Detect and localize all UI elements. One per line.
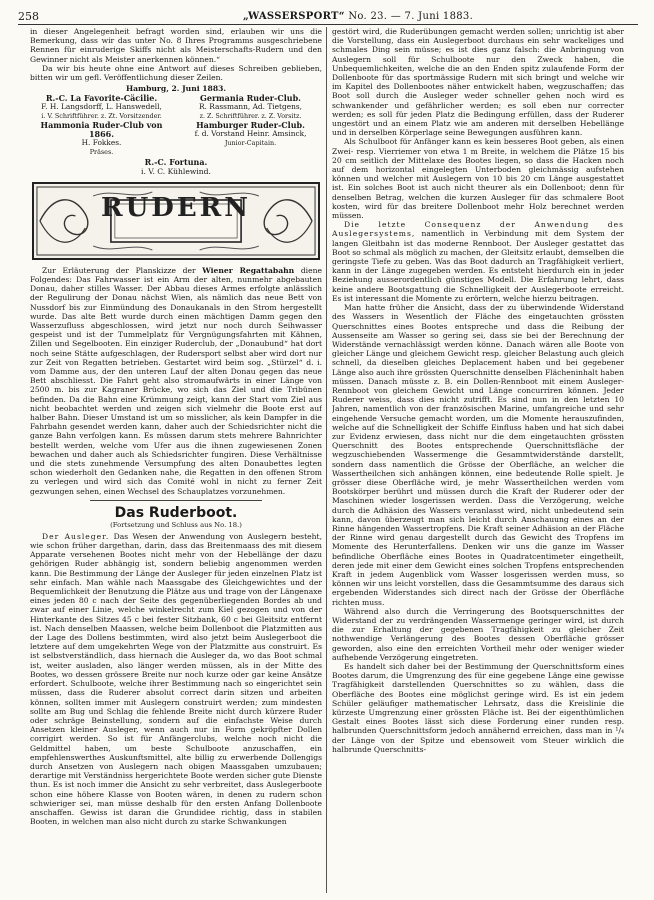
signer-names: R. Rassmann, Ad. Tietgens, — [198, 102, 303, 112]
article-paragraph: Es handelt sich daher bei der Bestimmung der Querschnittsform eines Bootes darum, die Umgrenzung des für eine gegebene Länge eine gewisse Tragfähigkeit darstellenden Querschnittes so zu wählen, dass die Oberfläche des Bootes eine möglichst geringe wird. Es ist ein jedem Schüler geläufiger mathematischer Lehrsatz, dass die Kreislinie die kürzeste Umgrenzung einer grössten Fläche ist. Bei der eigenthümlichen Gestalt eines Bootes lässt sich diese Forderung einer runden resp. halbrunden Querschnittsform jedoch annähernd erreichen, dass man in ¹/₄ der Länge von der Spitze und ebensoweit vom Steuer wirklich die halbrunde Querschnitts- — [332, 662, 624, 754]
signature — [179, 121, 322, 157]
signer-names: F. H. Langsdorff, L. Hanswedell, — [41, 102, 162, 112]
article-paragraph — [332, 220, 624, 303]
letter-paragraph: Da wir bis heute ohne eine Antwort auf dieses Schreiben geblieben, bitten wir um gefl. Veröffentlichung dieser Zeilen. — [30, 63, 322, 83]
lead-in: Der Ausleger. — [42, 531, 110, 541]
rudern-banner — [32, 182, 320, 260]
signer-roles: Junior-Capitain. — [224, 138, 277, 147]
signer-roles: i. V. Schriftführer. z. Zt. Vorsitzender. — [41, 112, 162, 121]
signer-roles: Präses. — [89, 147, 114, 156]
page-header — [18, 9, 638, 25]
article-paragraph: Man hatte früher die Ansicht, dass der zu überwindende Widerstand des Wassers in Wesentlich der Fläche des eingetauchten grössten Querschnittes eines Bootes entspreche und dass die Reibung der Aussenseite am Wasser so gering sei, dass sie bei der Berechnung der Widerstände vernachlässigt werden könne. Danach wären alle Boote von gleicher Länge und gleichem Gewicht resp. gleicher Belastung auch gleich schnell, da dieselben gleiches Deplacement haben und bei gegebener Länge also auch ihre grössten Querschnitte denselben Flächeninhalt haben müssen. Danach müsste z. B. ein Dollen-Rennboot mit einem Ausleger-Rennboot von gleichem Gewicht und Länge concurriren können. Jeder Ruderer weiss, dass dies nicht zutrifft. Es sind nun in den letzten 10 Jahren, namentlich von der französischen Marine, umfangreiche und sehr eingehende Versuche gemacht worden, um die Momente herauszufinden, welche auf die Schnelligkeit der Schiffe Einfluss haben und hat sich dabei zur Evidenz erwiesen, dass nicht nur die dem eingetauchten grössten Querschnitt des Bootes entsprechende Querschnittsfläche der wegzuschiebenden Wassermenge die Gesammtwiderstände darstellt, sondern dass namentlich die Grösse der Oberfläche, an welcher die Wassertheilchen sich anhängen können, eine bedeutende Rolle spielt. Je grösser diese Oberfläche wird, je mehr Wassertheilchen werden vom Bootskörper berührt und müssen durch die Kraft der Ruderer oder der Maschinen wieder losgerissen werden. Dass die Verzögerung, welche durch die Adhäsion des Wassers veranlasst wird, nicht unbedeutend sein kann, davon überzeugt man sich leicht durch Anschauung eines an der Rinne hängenden Wassertropfens. Die Kraft seiner Adhäsion an der Fläche der Rinne wird genau dargestellt durch das Gewicht des Tropfens im Momente des Herunterfallens. Denken wir uns die ganze im Wasser befindliche Oberfläche eines Bootes in Quadratcentimeter eingetheilt, deren jede mit einer dem Gewicht eines solchen Tropfens entsprechenden Kraft in jedem Augenblick vom Wasser losgerissen werden muss, so können wir uns leicht vorstellen, dass die Gesammtsumme des daraus sich ergebenden Widerstandes sich direct nach der Grösse der Oberfläche richten muss. — [332, 303, 624, 607]
section-rule — [90, 500, 262, 501]
dateline: Hamburg, 2. Juni 1883. — [125, 84, 227, 94]
signatures-block — [30, 94, 322, 156]
signer-roles: z. Z. Schriftführer. z. Z. Vorsitz. — [199, 112, 302, 121]
signer-names: i. V. C. Kühlewind. — [141, 166, 211, 176]
signer-names: H. Fokkes. — [81, 137, 122, 147]
signature — [30, 121, 173, 157]
club-name: Germania Ruder-Club. — [200, 93, 301, 104]
club-name: Hammonia Ruder-Club von 1866. — [40, 120, 163, 140]
right-column — [332, 27, 624, 895]
left-column — [30, 27, 322, 895]
banner-title: RUDERN — [100, 192, 252, 223]
letter-paragraph: in dieser Angelegenheit befragt worden sind, erlauben wir uns die Bemerkung, dass wir das unter No. 8 Ihres Programms ausgeschriebene Rennen für einruderige Skiffs nicht als Meisterschafts-Rudern und den Gewinner nicht als Meister anerkennen können.“ — [30, 27, 322, 64]
text-span: Das Wesen der Anwendung von Auslegern besteht, wie schon früher dargethan, darin, dass das Breitenmaass des mit diesem Apparate versehenen Bootes nicht mehr von der Hebellänge der dazu gehörigen Ruder abhängig ist, sondern beliebig angenommen werden kann. Die Bestimmung der Länge der Ausleger für jeden einzelnen Platz ist sehr einfach. Man wähle nach Maassgabe des Gleichgewichtes und der Bequemlichkeit der Benutzung die Plätze aus und trage von der Längenaxe eines jeden 80 c nach der Seite des gegenüberliegenden Bordes ab und zwar auf einer Linie, welche winkelrecht zum Kiel gezogen und von der Hinterkante des Sitzes 45 c bei fester Sitzbank, 60 c bei Gleitsitz entfernt ist. Nach denselben Maassen, welche beim Dollenboot die Platzmitten aus der Lage des Dollens bestimmten, wird also jetzt beim Auslegerboot die letztere auf dem umgekehrten Wege von der Platzmitte aus construirt. Es ist selbstverständlich, dass hiernach die Ausleger da, wo das Boot schmal ist, weiter ausladen, also länger werden müssen, als in der Mitte des Bootes, wo dessen grössere Breite nur noch kurze oder gar keine Ansätze erfordert. Schulboote, welche ihrer Bestimmung nach so eingerichtet sein müssen, dass die Ruderer absolut correct darin sitzen und arbeiten können, sollten immer mit Auslegern construirt werden; zum mindesten sollte am Bug und Schlag die fehlende Breite nicht durch kürzere Ruder oder schräge Beinstellung, sondern auf die einfachste Weise durch Ansetzen kleiner Ausleger, wenn auch nur in Form gekröpfter Dollen corrigirt werden. So ist für Anfängerclubs, welche noch nicht die Geldmittel haben, um beste Schulboote anzuschaffen, ein empfehlenswerthes Auskunftsmittel, alte billig zu erwerbende Dollengigs durch Ansetzen von Auslegern nach obigen Maassgaben umzubauen; derartige mit Verständniss hergerichtete Boote werden sicher gute Dienste thun. Es ist noch immer die Ansicht zu sehr verbreitet, dass Auslegerboote schon eine höhere Klasse von Booten wären, in denen zu rudern schon schwieriger sei, man müsse deshalb für den ersten Anfang Dollenboote anschaffen. Gewiss ist daran die Grundidee richtig, dass in stabilen Booten, in welchen man also nicht durch zu starke Schwankungen — [30, 531, 322, 827]
club-name: Hamburger Ruder-Club. — [196, 120, 305, 131]
signature — [30, 94, 173, 121]
article-paragraph: Während also durch die Verringerung des Bootsquerschnittes der Widerstand der zu verdrängenden Wassermenge geringer wird, ist durch die zur Erhaltung der gegebenen Tragfähigkeit zu gleicher Zeit nothwendige Verlängerung des Bootes dessen Oberfläche grösser geworden, also eine den erreichten Vortheil mehr oder weniger wieder aufhebende Verzögerung eingetreten. — [332, 606, 624, 662]
regatta-paragraph — [30, 266, 322, 496]
section-title: Das Ruderboot. — [114, 504, 238, 521]
article-paragraph — [30, 532, 322, 827]
publication-title: „WASSERSPORT“ — [243, 11, 345, 22]
signature — [179, 94, 322, 121]
text-span: diene Folgendes: Das Fahrwasser ist ein Arm der alten, nunmehr abgebauten Donau, daher stilles Wasser. Der Abbau dieses Armes erfolgte anlässlich der Regulirung der Donau nächst Wien, als nämlich das neue Bett von Nussdorf bis zur Einmündung des Donaukanals in den Strom hergestellt wurde. Das alte Bett wurde durch einen mächtigen Damm gegen den Wasserzufluss abgeschlossen, wird jetzt nur noch durch Seihwasser gespeist und ist der Tummelplatz für Vergnügungsfahrten mit Kähnen, Zillen und Segelbooten. Ein einziger Ruderclub, der „Donaubund“ hat dort noch seine Stätte aufgeschlagen, der Rudersport selbst aber wird dort nur zur Zeit von Regatten betrieben. Gestartet wird beim sog. „Stürzel“ d. i. vom Damme aus, der den unteren Lauf der alten Donau gegen das neue Bett abschliesst. Die Fahrt geht also stromaufwärts in einer Länge von 2500 m. bis zur Kagraner Brücke, wo sich das Ziel und die Tribünen befinden. Da die Bahn eine Krümmung zeigt, kann der Start vom Ziel aus nicht beobachtet werden und zeigen sich vielmehr die Boote erst auf halber Bahn. Dieser Umstand ist um so misslicher, als kein Dampfer in die Fahrbahn gesendet werden kann, daher auch der Schiedsrichter nicht die ganze Bahn verfolgen kann. Es müssen darum stets mehrere Bahnrichter bestellt werden, welche vom Ufer aus die ihnen zugewiesenen Zonen bewachen und daher auch als Schiedsrichter fungiren. Diese Verhältnisse und die stets zunehmende Versumpfung des alten Donaubettes legten schon wiederholt den Gedanken nahe, die Regatten in den offenen Strom zu verlegen und wird sich das Comité wohl in nicht zu ferner Zeit gezwungen sehen, einen Wechsel des Schauplatzes vorzunehmen. — [30, 265, 322, 496]
club-name: R.-C. La Favorite-Cäcilie. — [45, 93, 158, 104]
page-number: 258 — [18, 10, 39, 23]
issue-info: No. 23. — 7. Juni 1883. — [348, 11, 474, 22]
article-paragraph: gestört wird, die Ruderübungen gemacht werden sollen; unrichtig ist aber die Vorstellung, dass ein Auslegerboot durchaus ein sehr wackeliges und schmales Ding sein müsse; es ist dies ganz falsch: die Anbringung von Auslegern soll für Schulboote nur den Zweck haben, die Unbequemlichkeiten, welche die an den Enden spitz zulaufende Form der Dollenboote für das sportmässige Rudern mit sich bringt und welche wir im Kapitel des Dollenbootes näher entwickelt haben, wegzuschaffen; das Boot soll durch die Ausleger weder schneller gehen noch wird es schwankender und gefährlicher werden; es soll eben nur correcter werden; es soll für jeden Platz die Bedingung erfüllen, dass der Ruderer ungestört und an einem Platz wie am anderen mit derselben Hebellänge und in derselben Körperlage seine Bewegungen ausführen kann. — [332, 27, 624, 138]
text-span: Zur Erläuterung der Planskizze der — [42, 265, 203, 275]
club-name: R.-C. Fortuna. — [144, 156, 208, 167]
regatta-name: Wiener Regattabahn — [202, 265, 295, 275]
text-span: namentlich in Verbindung mit dem System der langen Gleitbahn ist das moderne Rennboot. Der Ausleger gestattet das Boot so schmal als möglich zu machen, der Gleitsitz erlaubt, demselben die geringste Tiefe zu geben. Was das Boot dadurch an Tragfähigkeit verliert, kann in der Länge zugegeben werden. Es entsteht hierdurch ein in jeder Beziehung ausserordentlich günstiges Modell. Die Erfahrung lehrt, dass keine andere Bootsgattung die Schnelligkeit der Auslegerboote erreicht. Es ist interessant die Momente zu erörtern, welche hierzu beitragen. — [332, 229, 624, 303]
lead-in: Die letzte Consequenz der Anwendung des Auslegersystems, — [332, 220, 624, 239]
article-paragraph: Als Schulboot für Anfänger kann es kein besseres Boot geben, als einen Zwei- resp. Vierriemer von etwa 1 m Breite, in welchem die Plätze 15 bis 20 cm seitlich der Mittelaxe des Bootes liegen, so dass die Hacken noch auf dem horizontal eingelegten Unterboden gleichmässig aufstehen können und welcher mit Auslegern von 10 bis 20 cm Länge ausgestattet ist. Ein solches Boot ist auch nicht theurer als ein Dollenboot; denn für denselben Betrag, welchen die kurzen Ausleger für das schmalere Boot kosten, wird für das breitere Dollenboot mehr Holz berechnet werden müssen. — [332, 137, 624, 221]
section-subtitle: (Fortsetzung und Schluss aus No. 18.) — [110, 520, 242, 529]
masthead — [243, 11, 473, 23]
signature — [30, 158, 322, 176]
column-divider — [326, 27, 327, 893]
header-rule — [18, 24, 638, 25]
signer-names: f. d. Vorstand Heinr. Amsinck, — [194, 129, 307, 139]
